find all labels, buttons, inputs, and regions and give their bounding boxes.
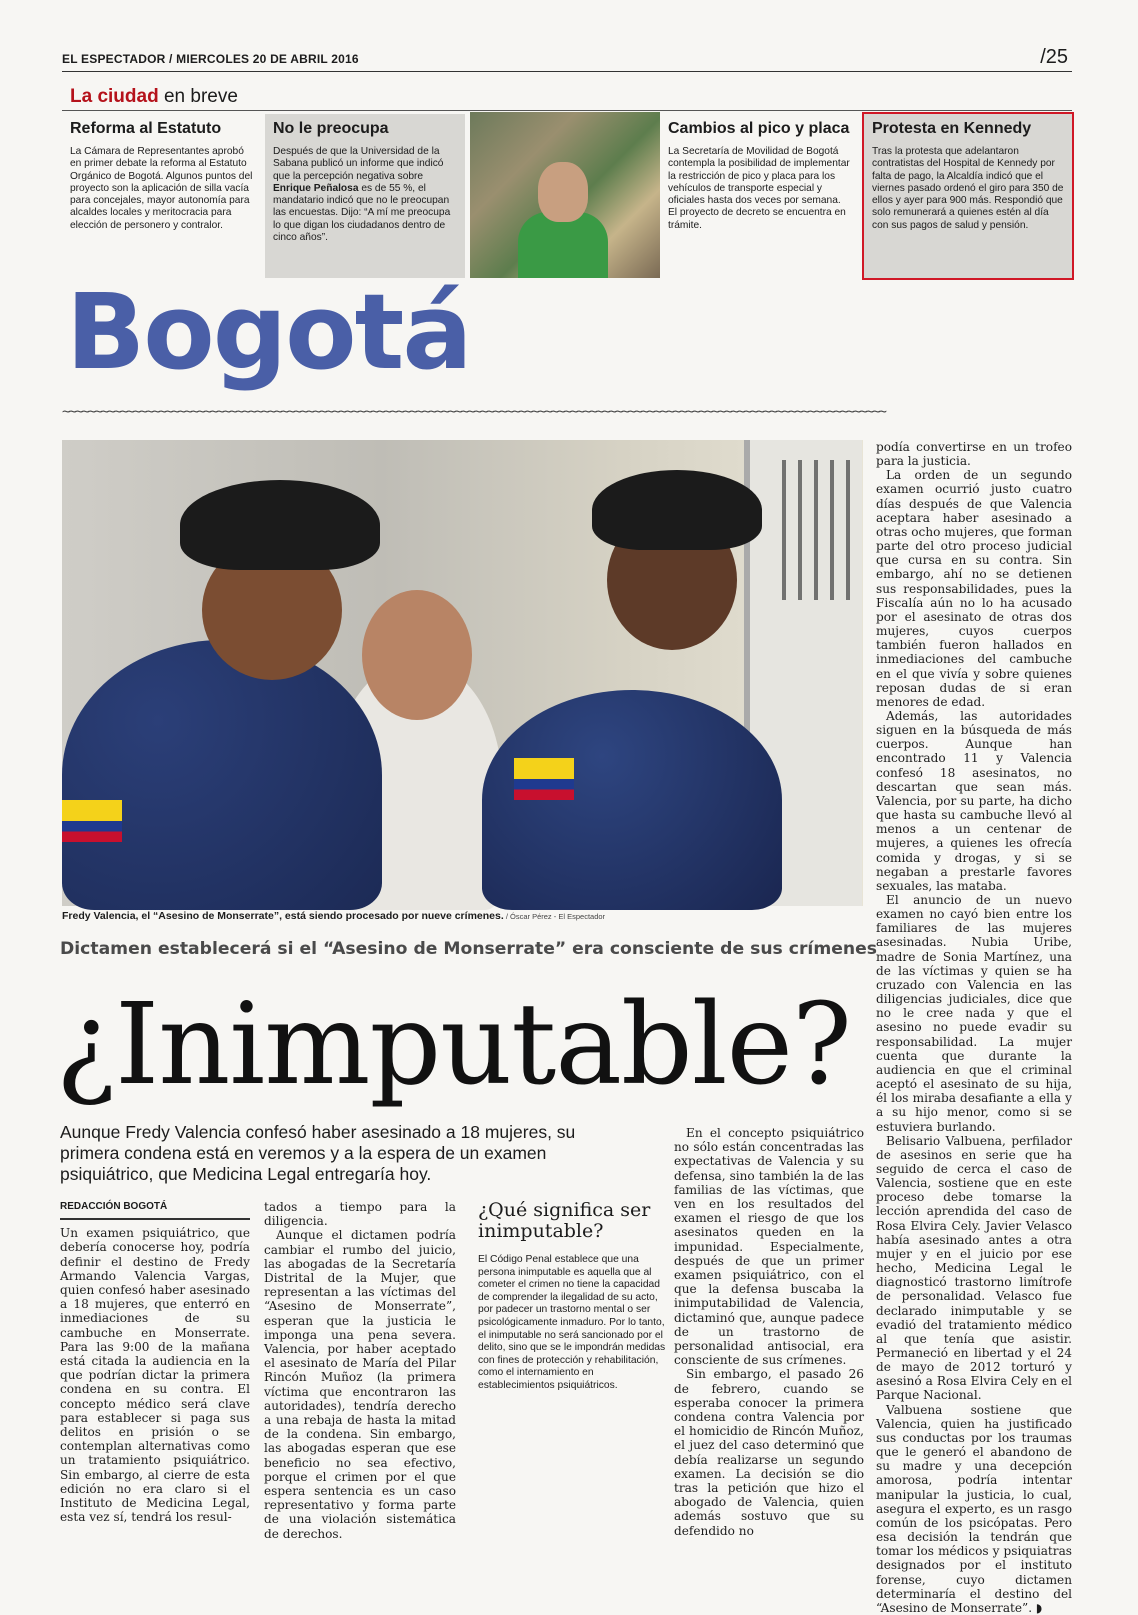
article-column-2 bbox=[264, 1200, 456, 1541]
paragraph: tados a tiempo para la diligencia. bbox=[264, 1200, 456, 1229]
photo-bars bbox=[782, 460, 852, 600]
section-title: Bogotá bbox=[66, 271, 471, 393]
explainer-box bbox=[478, 1200, 670, 1393]
section-header bbox=[70, 86, 238, 108]
paragraph: La orden de un segundo examen ocurrió justo cuatro días después de que Valencia aceptara haber asesinado a otras ocho mujeres, que forman parte del otro proceso judicial que cursa en su contra. Sin embargo, ahí no se detienen sus responsabilidades, pues la Fiscalía aún no lo ha acusado por el asesinato de otras dos mujeres, cuyos cuerpos también fueron hallados en inmediaciones del cambuche en el que vivía y sobre quienes reposan dudas de si eran menores de edad. bbox=[876, 468, 1072, 709]
brief-body: La Cámara de Representantes aprobó en primer debate la reforma al Estatuto Orgánico de Bogotá. Algunos puntos del proyecto son la aplicación de silla vacía para concejales, mayor autonomía para alcaldes locales y meritocracia para elección de personero y contralor. bbox=[70, 146, 253, 231]
photo-figure-face bbox=[538, 162, 588, 222]
page-number: /25 bbox=[1040, 46, 1068, 68]
article-column-right bbox=[876, 440, 1072, 1615]
photo-beret-right bbox=[592, 470, 762, 550]
article-column-4 bbox=[674, 1126, 864, 1538]
paper-name: EL ESPECTADOR bbox=[62, 52, 166, 66]
paragraph: Aunque el dictamen podría cambiar el rumbo del juicio, las abogadas de la Secretaría Distrital de la Mujer, que representan a las víctimas del “Asesino de Monserrate”, esperan que la justicia le imponga una pena severa. Valencia, por haber aceptado el asesinato de María del Pilar Rincón Muñoz (la primera víctima que encontraron las autoridades), tendría derecho a una rebaja de hasta la mitad de la condena. Sin embargo, las abogadas esperan que ese beneficio no sea efectivo, porque el crimen por el que espera sentencia es un caso representativo y forma parte de una violación sistemática de derechos. bbox=[264, 1228, 456, 1541]
photo-officer-left-body bbox=[62, 640, 382, 910]
brief-title: Cambios al pico y placa bbox=[668, 120, 850, 137]
section-header-red: La ciudad bbox=[70, 86, 159, 107]
brief-photo bbox=[470, 112, 660, 278]
photo-caption: Fredy Valencia, el “Asesino de Monserrate”, está siendo procesado por nueve crímenes. / Óscar Pérez - El Espectador bbox=[62, 910, 606, 922]
brief-reforma bbox=[62, 114, 262, 278]
byline: REDACCIÓN BOGOTÁ bbox=[60, 1200, 250, 1220]
brief-body: La Secretaría de Movilidad de Bogotá contempla la posibilidad de implementar la restricción de pico y placa para los vehículos de transporte especial y oficiales hasta dos veces por semana. El proyecto de decreto se encuentra en trámite. bbox=[668, 146, 850, 231]
article-kicker: Dictamen establecerá si el “Asesino de Monserrate” era consciente de sus crímenes bbox=[60, 939, 878, 959]
brief-no-le-preocupa bbox=[265, 114, 465, 278]
section-header-rest: en breve bbox=[158, 86, 238, 107]
masthead-left bbox=[62, 52, 359, 66]
article-headline: ¿Inimputable? bbox=[56, 980, 851, 1110]
brief-title: Protesta en Kennedy bbox=[872, 120, 1032, 137]
paragraph: Valbuena sostiene que Valencia, quien ha justificado sus conductas por los traumas que le generó el abandono de su madre y una decepción amorosa, podría intentar manipular la justicia, lo cual, asegura el experto, es un rasgo común de los psicópatas. Pero esa decisión la tendrán que tomar los médicos y psiquiatras designados por el instituto forense, cuyo dictamen determinaría el destino del “Asesino de Monserrate”. ◗ bbox=[876, 1402, 1072, 1615]
photo-credit: / Óscar Pérez - El Espectador bbox=[503, 912, 606, 921]
wave-divider: ~~~~~~~~~~~~~~~~~~~~~~~~~~~~~~~~~~~~~~~~~~~~~~~~~~~~~~~~~~~~~~~~~~~~~~~~~~~~~~~~~~~~~~~~~~~~~~~~~~~~~~~~~~~~~~~~~~~~~~~~~~~~~~~~ bbox=[62, 404, 885, 420]
masthead bbox=[62, 48, 1072, 72]
brief-protesta-kennedy bbox=[862, 112, 1074, 280]
photo-officer-right-body bbox=[482, 690, 782, 910]
brief-title: No le preocupa bbox=[273, 120, 389, 137]
brief-pico-placa bbox=[660, 114, 860, 278]
paragraph: podía convertirse en un trofeo para la justicia. bbox=[876, 440, 1072, 469]
article-column-1 bbox=[60, 1200, 250, 1524]
briefs-rule bbox=[62, 110, 1072, 111]
paragraph: Además, las autoridades siguen en la búsqueda de más cuerpos. Aunque han encontrado 11 y Valencia confesó 18 asesinatos, no descartan que sean más. Valencia, por su parte, ha dicho que hasta su cambuche llevó al menos a un centenar de mujeres, a quienes les ofrecía comida y drogas, y si se negaban a prestarle favores sexuales, las mataba. bbox=[876, 708, 1072, 893]
explainer-title: ¿Qué significa ser inimputable? bbox=[478, 1199, 651, 1242]
paragraph: Sin embargo, el pasado 26 de febrero, cuando se esperaba conocer la primera condena contra Valencia por el homicidio de Rincón Muñoz, el juez del caso determinó que debía realizarse un segundo examen. La decisión se dio tras la petición que hizo el abogado de Valencia, quien además sostuvo que su defendido no bbox=[674, 1367, 864, 1538]
issue-date: / MIERCOLES 20 DE ABRIL 2016 bbox=[165, 52, 359, 66]
photo-beret-left bbox=[180, 480, 380, 570]
main-photo bbox=[62, 440, 863, 906]
brief-body: Después de que la Universidad de la Sabana publicó un informe que indicó que la percepción negativa sobre Enrique Peñalosa es de 55 %, el mandatario indicó que no le preocupan las encuestas. Dijo: “A mí me preocupa lo que digan los ciudadanos dentro de cinco años”. bbox=[273, 146, 451, 244]
colombia-flag-patch bbox=[62, 800, 122, 842]
article-deck: Aunque Fredy Valencia confesó haber asesinado a 18 mujeres, su primera condena está en veremos y a la espera de un examen psiquiátrico, que Medicina Legal entregaría hoy. bbox=[60, 1122, 576, 1184]
photo-detainee-head bbox=[362, 590, 472, 720]
brief-title: Reforma al Estatuto bbox=[70, 120, 222, 137]
paragraph: Un examen psiquiátrico, que debería conocerse hoy, podría definir el destino de Fredy Armando Valencia Vargas, quien confesó haber asesinado a 18 mujeres, que enterró en inmediaciones de su cambuche en Monserrate. Para las 9:00 de la mañana está citada la audiencia en la que podrían dictar la primera condena en su contra. El concepto médico será clave para establecer si paga sus delitos en prisión o se contemplan alternativas como un tratamiento psiquiátrico. Sin embargo, al cierre de esta edición no era claro si el Instituto de Medicina Legal, esta vez sí, tendrá los resul- bbox=[60, 1226, 250, 1525]
paragraph: En el concepto psiquiátrico no sólo están concentradas las expectativas de Valencia y su defensa, sino también la de las familias de las víctimas, que ven en los resultados del examen el riesgo de que los asesinatos queden en la impunidad. Especialmente, después de que un primer examen psiquiátrico, con el que la defensa buscaba la inimputabilidad de Valencia, dictaminó que, aunque padece de un trastorno de personalidad antisocial, era consciente de sus crímenes. bbox=[674, 1126, 864, 1368]
paragraph: El anuncio de un nuevo examen no cayó bien entre los familiares de las mujeres asesinadas. Nubia Uribe, madre de Sonia Martínez, una de las víctimas y quien se ha cruzado con Valencia en las diligencias judiciales, dice que no le cree nada y que el asesino no puede evadir su responsabilidad. La mujer cuenta que durante la audiencia en que el criminal aceptó el asesinato de su hija, él los miraba desafiante a ella y a su hijo menor, como si se estuviera burlando. bbox=[876, 893, 1072, 1134]
colombia-flag-patch bbox=[514, 758, 574, 800]
brief-body: Tras la protesta que adelantaron contratistas del Hospital de Kennedy por falta de pago, la Alcaldía indicó que el viernes pasado ordenó el giro para 350 de ellos y ayer para 900 más. Respondió que solo remunerará a quienes estén al día con sus pagos de salud y pensión. bbox=[872, 146, 1064, 231]
explainer-body: El Código Penal establece que una persona inimputable es aquella que al cometer el crimen no tiene la capacidad de comprender la ilegalidad de su acto, por padecer un trastorno mental o ser psicológicamente inmaduro. Por lo tanto, el inimputable no será sancionado por el delito, sino que se le impondrán medidas con fines de protección y rehabilitación, como el internamiento en establecimientos psiquiátricos. bbox=[478, 1254, 666, 1391]
bold-name: Enrique Peñalosa bbox=[273, 182, 359, 194]
paragraph: Belisario Valbuena, perfilador de asesinos en serie que ha seguido de cerca el caso de Valencia, sostiene que en este proceso debe tomarse la lección aprendida del caso de Rosa Elvira Cely. Javier Velasco había asesinado antes a otra mujer y en el juicio por ese hecho, Medicina Legal le diagnosticó trastorno limítrofe de personalidad. Velasco fue declarado inimputable y se evadió del tratamiento médico al que tenía que asistir. Permaneció en libertad y el 24 de mayo de 2012 torturó y asesinó a Rosa Elvira Cely en el Parque Nacional. bbox=[876, 1133, 1072, 1403]
